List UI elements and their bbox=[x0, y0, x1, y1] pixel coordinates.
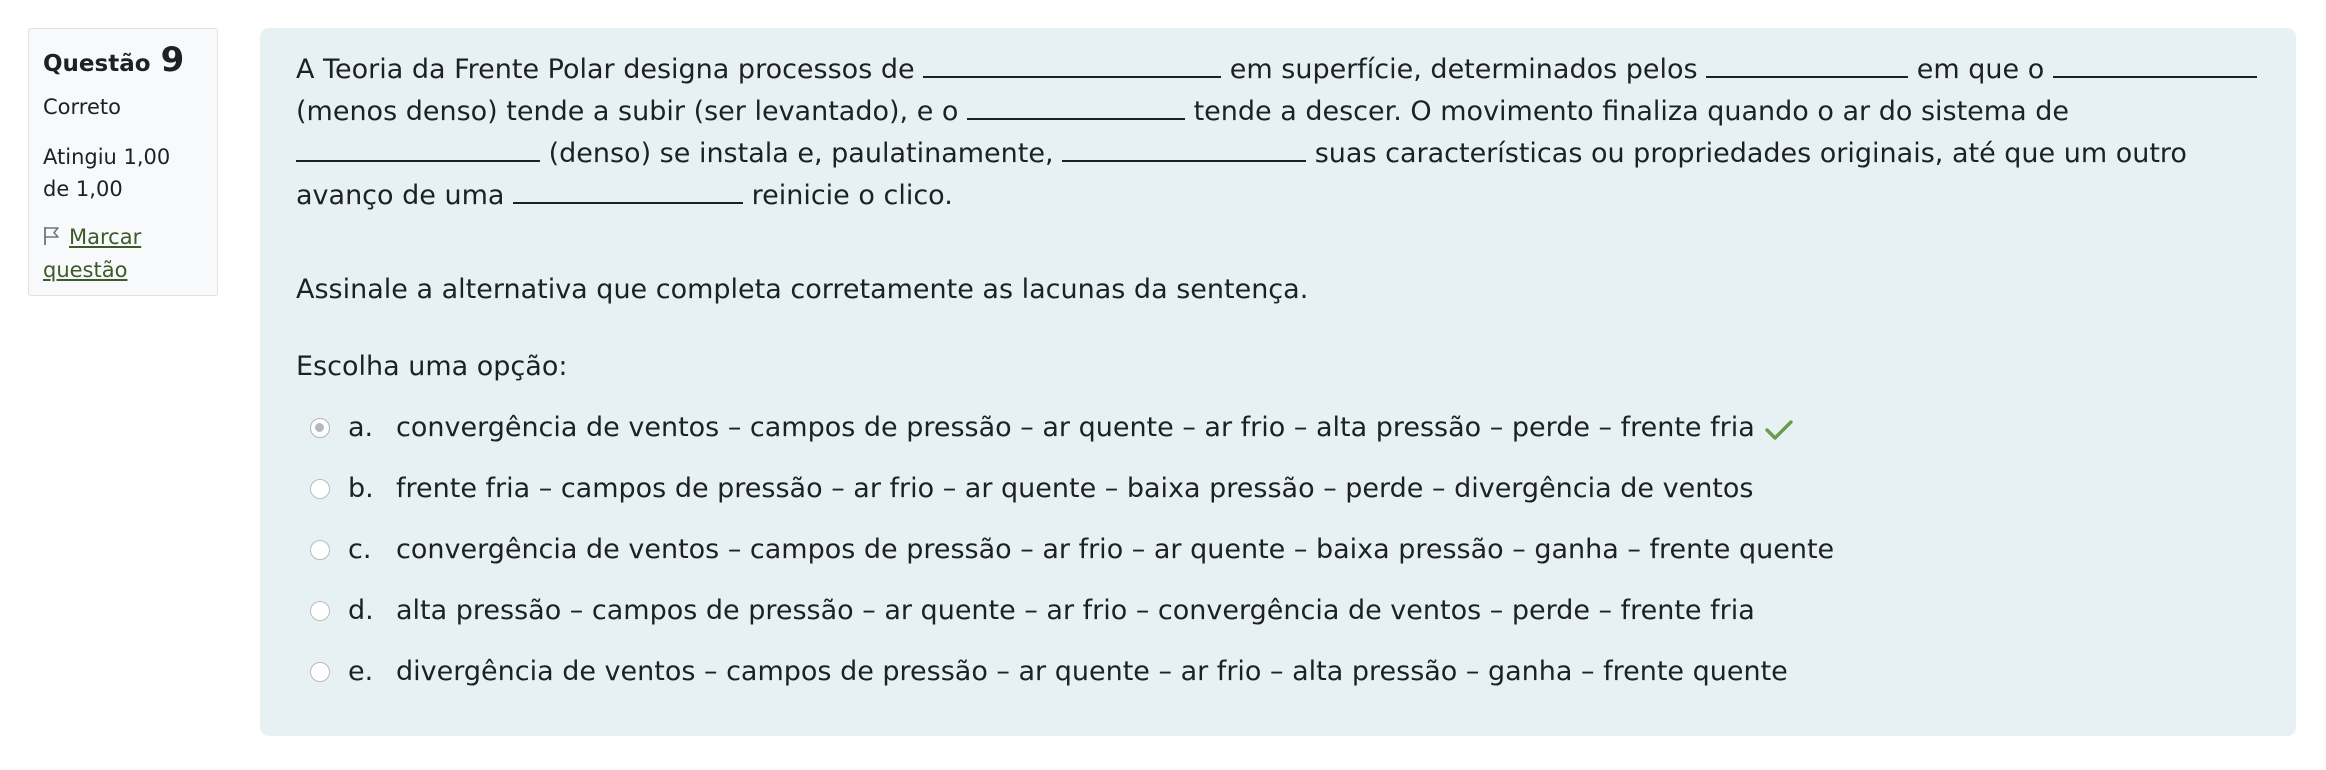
blank-3 bbox=[2053, 48, 2257, 78]
blank-2 bbox=[1706, 48, 1908, 78]
answer-option-a[interactable] bbox=[310, 397, 2260, 458]
question-instruction: Assinale a alternativa que completa corretamente as lacunas da sentença. bbox=[296, 274, 1309, 305]
choose-option-prompt: Escolha uma opção: bbox=[296, 351, 568, 382]
question-grade: Atingiu 1,00 de 1,00 bbox=[43, 145, 171, 201]
blank-5 bbox=[296, 132, 540, 162]
option-text: frente fria – campos de pressão – ar frio – ar quente – baixa pressão – perde – divergência de ventos bbox=[396, 473, 1754, 504]
answer-option-e[interactable] bbox=[310, 641, 2260, 702]
radio-button[interactable] bbox=[310, 479, 330, 499]
question-text-part: (menos denso) tende a subir (ser levantado), e o bbox=[296, 96, 967, 127]
radio-button[interactable] bbox=[310, 601, 330, 621]
option-letter: a. bbox=[348, 412, 374, 443]
answer-option-c[interactable] bbox=[310, 519, 2260, 580]
option-letter: d. bbox=[348, 595, 374, 626]
question-text bbox=[296, 48, 2260, 216]
question-text-part: tende a descer. O movimento finaliza quando o ar do sistema de bbox=[1185, 96, 2069, 127]
answer-option-b[interactable] bbox=[310, 458, 2260, 519]
flag-question-control[interactable] bbox=[43, 221, 203, 287]
question-label: Questão bbox=[43, 51, 151, 77]
question-text-part: A Teoria da Frente Polar designa processos de bbox=[296, 54, 924, 85]
option-letter: c. bbox=[348, 534, 372, 565]
question-text-part: (denso) se instala e, paulatinamente, bbox=[540, 138, 1063, 169]
radio-button[interactable] bbox=[310, 540, 330, 560]
option-text: convergência de ventos – campos de pressão – ar quente – ar frio – alta pressão – perde – frente fria bbox=[396, 412, 1755, 443]
answer-options bbox=[310, 397, 2260, 702]
question-text-part: suas características ou propriedades originais, até que um outro avanço de uma bbox=[296, 138, 2187, 211]
answer-option-d[interactable] bbox=[310, 580, 2260, 641]
option-letter: e. bbox=[348, 656, 374, 687]
blank-1 bbox=[923, 48, 1221, 78]
option-text: convergência de ventos – campos de pressão – ar frio – ar quente – baixa pressão – ganha – frente quente bbox=[396, 534, 1835, 565]
question-text-part: em superfície, determinados pelos bbox=[1221, 54, 1707, 85]
question-number: 9 bbox=[160, 40, 185, 80]
question-number-heading bbox=[43, 40, 203, 80]
flag-question-link[interactable]: Marcar questão bbox=[43, 225, 142, 282]
blank-7 bbox=[513, 174, 743, 204]
question-content bbox=[260, 28, 2296, 736]
question-info-panel bbox=[28, 28, 218, 296]
question-text-part: reinicie o clico. bbox=[743, 180, 953, 211]
radio-button-selected[interactable] bbox=[310, 418, 330, 438]
option-text: alta pressão – campos de pressão – ar quente – ar frio – convergência de ventos – perde – frente fria bbox=[396, 595, 1755, 626]
option-letter: b. bbox=[348, 473, 374, 504]
radio-button[interactable] bbox=[310, 662, 330, 682]
flag-icon[interactable] bbox=[43, 223, 61, 243]
question-state: Correto bbox=[43, 95, 121, 119]
blank-4 bbox=[967, 90, 1185, 120]
option-text: divergência de ventos – campos de pressão – ar quente – ar frio – alta pressão – ganha – frente quente bbox=[396, 656, 1788, 687]
blank-6 bbox=[1062, 132, 1306, 162]
check-icon bbox=[1765, 417, 1793, 439]
question-text-part: em que o bbox=[1908, 54, 2053, 85]
